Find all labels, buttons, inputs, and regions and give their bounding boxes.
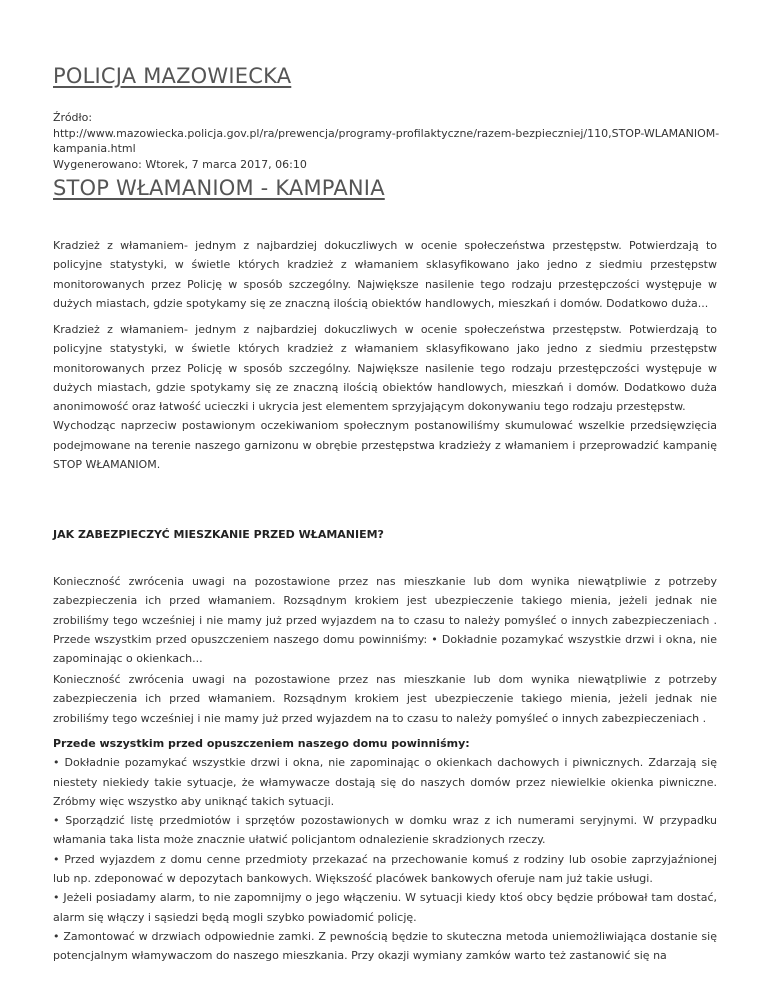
checklist-item: • Zamontować w drzwiach odpowiednie zamki. Z pewnością będzie to skuteczna metoda uniemożliwiająca dostanie się potencjalnym włamywaczom do naszego mieszkania. Przy okazji wymiany zamków warto też zastanowić się na (53, 929, 717, 963)
checklist-heading: Przede wszystkim przed opuszczeniem naszego domu powinniśmy: (53, 737, 470, 750)
section-heading: JAK ZABEZPIECZYĆ MIESZKANIE PRZED WŁAMANIEM? (53, 528, 384, 541)
article-lead (53, 236, 717, 313)
checklist (53, 734, 717, 966)
source-label: Źródło: (53, 111, 93, 124)
checklist-item: • Jeżeli posiadamy alarm, to nie zapomnijmy o jego włączeniu. W sytuacji kiedy ktoś obcy będzie próbował tam dostać, alarm się włączy i sąsiedzi będą mogli szybko powiadomić policję. (53, 891, 717, 924)
site-title: POLICJA MAZOWIECKA (53, 64, 292, 88)
article-body (53, 320, 717, 474)
source-url[interactable]: http://www.mazowiecka.policja.gov.pl/ra/prewencja/programy-profilaktyczne/razem-bezpieczniej/110,STOP-WLAMANIOM-kampania.html (53, 126, 720, 155)
lead-paragraph: Kradzież z włamaniem- jednym z najbardziej dokuczliwych w ocenie społeczeństwa przestępstw. Potwierdzają to policyjne statystyki, w świetle których kradzież z włamaniem sklasyfikowano jako jedno z siedmiu przestępstw monitorowanych przez Policję w sposób szczególny. Największe nasilenie tego rodzaju przestępczości występuje w dużych miastach, gdzie spotykamy się ze znaczną ilością obiektów handlowych, mieszkań i domów. Dodatkowo duża... (53, 239, 717, 310)
checklist-item: • Dokładnie pozamykać wszystkie drzwi i okna, nie zapominając o okienkach dachowych i piwnicznych. Zdarzają się niestety niekiedy takie sytuacje, że włamywacze dostają się do naszych domów przez niewielkie okienka piwniczne. Zróbmy więc wszystko aby uniknąć takich sytuacji. (53, 756, 717, 808)
checklist-item: • Sporządzić listę przedmiotów i sprzętów pozostawionych w domku wraz z ich numerami seryjnymi. W przypadku włamania taka lista może znacznie ułatwić policjantom odnalezienie skradzionych rzeczy. (53, 814, 717, 847)
section-lead-paragraph: Konieczność zwrócenia uwagi na pozostawione przez nas mieszkanie lub dom wynika niewątpliwie z potrzeby zabezpieczenia ich przed włamaniem. Rozsądnym krokiem jest ubezpieczenie takiego mienia, jeżeli jednak nie zrobiliśmy tego wcześniej i nie mamy już przed wyjazdem na to czasu to należy pomyśleć o innych zabezpieczeniach . Przede wszystkim przed opuszczeniem naszego domu powinniśmy: • Dokładnie pozamykać wszystkie drzwi i okna, nie zapominając o okienkach... (53, 575, 717, 666)
body-paragraph-1: Kradzież z włamaniem- jednym z najbardziej dokuczliwych w ocenie społeczeństwa przestępstw. Potwierdzają to policyjne statystyki, w świetle których kradzież z włamaniem sklasyfikowano jako jedno z siedmiu przestępstw monitorowanych przez Policję w sposób szczególny. Największe nasilenie tego rodzaju przestępczości występuje w dużych miastach, gdzie spotykamy się ze znaczną ilością obiektów handlowych, mieszkań i domów. Dodatkowo duża anonimowość oraz łatwość ucieczki i ukrycia jest elementem sprzyjającym dokonywaniu tego rodzaju przestępstw. (53, 323, 717, 414)
source-meta (53, 110, 723, 172)
generated-date: Wygenerowano: Wtorek, 7 marca 2017, 06:10 (53, 157, 307, 171)
article-title: STOP WŁAMANIOM - KAMPANIA (53, 176, 385, 200)
section-lead (53, 572, 717, 668)
body-paragraph-2: Wychodząc naprzeciw postawionym oczekiwaniom społecznym postanowiliśmy skumulować wszelkie przedsięwzięcia podejmowane na terenie naszego garnizonu w obrębie przestępstwa kradzieży z włamaniem i przeprowadzić kampanię STOP WŁAMANIOM. (53, 419, 717, 472)
checklist-item: • Przed wyjazdem z domu cenne przedmioty przekazać na przechowanie komuś z rodziny lub osobie zaprzyjaźnionej lub np. zdeponować w depozytach bankowych. Większość placówek bankowych oferuje nam już takie usługi. (53, 852, 717, 886)
section-body-paragraph: Konieczność zwrócenia uwagi na pozostawione przez nas mieszkanie lub dom wynika niewątpliwie z potrzeby zabezpieczenia ich przed włamaniem. Rozsądnym krokiem jest ubezpieczenie takiego mienia, jeżeli jednak nie zrobiliśmy tego wcześniej i nie mamy już przed wyjazdem na to czasu to należy pomyśleć o innych zabezpieczeniach . (53, 673, 717, 725)
section-body (53, 670, 717, 728)
